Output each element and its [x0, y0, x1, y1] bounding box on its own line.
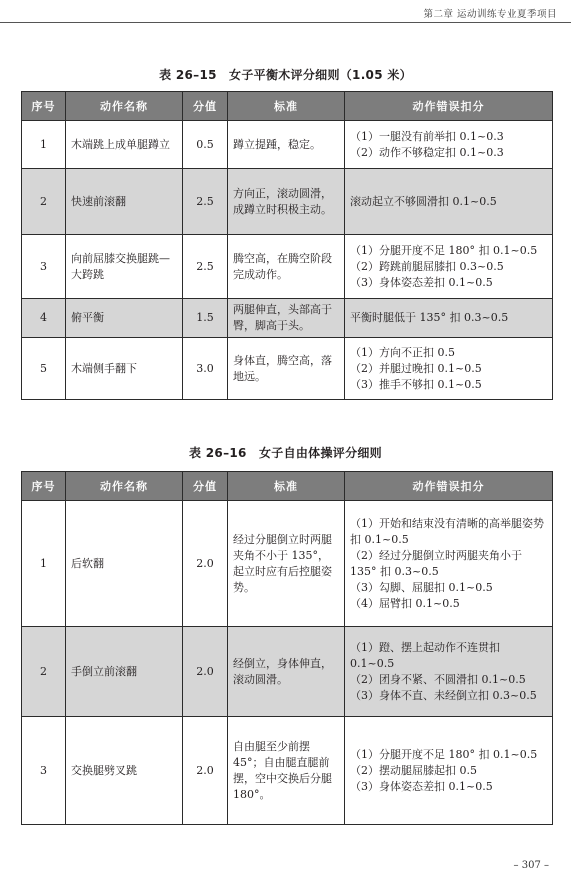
error-deductions: [345, 235, 553, 299]
table-row: [22, 121, 553, 169]
deduction-item: （2）跨跳前腿屈膝扣 0.3~0.5: [350, 259, 504, 273]
action-name: 后软翻: [66, 501, 183, 627]
error-deductions: [345, 338, 553, 400]
table-row: [22, 235, 553, 299]
deduction-item: （3）推手不够扣 0.1~0.5: [350, 377, 482, 391]
row-number: 3: [22, 235, 66, 299]
error-deductions: [345, 299, 553, 338]
deduction-item: （3）勾脚、屈腿扣 0.1~0.5: [350, 580, 493, 594]
deduction-item: 平衡时腿低于 135° 扣 0.3~0.5: [350, 311, 509, 324]
action-name: 向前屈膝交换腿跳—大跨跳: [66, 235, 183, 299]
table-row: [22, 169, 553, 235]
standard-text: 自由腿至少前摆 45°；自由腿直腿前摆，空中交换后分腿 180°。: [228, 717, 345, 825]
col-header-no: 序号: [22, 472, 66, 501]
floor-exercise-table: [21, 471, 553, 825]
row-number: 3: [22, 717, 66, 825]
error-deductions: [345, 501, 553, 627]
deduction-item: （3）身体姿态差扣 0.1~0.5: [350, 779, 493, 793]
row-number: 1: [22, 121, 66, 169]
page-number: – 307 –: [513, 860, 549, 871]
table-row: [22, 338, 553, 400]
table-row: [22, 717, 553, 825]
running-header: 第二章 运动训练专业夏季项目: [423, 9, 557, 20]
deduction-item: （2）经过分腿倒立时两腿夹角小于 135° 扣 0.3~0.5: [350, 548, 522, 578]
col-header-name: 动作名称: [66, 92, 183, 121]
balance-beam-table: [21, 91, 553, 400]
standard-text: 经倒立，身体伸直，滚动圆滑。: [228, 627, 345, 717]
action-name: 手倒立前滚翻: [66, 627, 183, 717]
standard-text: 身体直，腾空高，落地远。: [228, 338, 345, 400]
action-name: 木端跳上成单腿蹲立: [66, 121, 183, 169]
deduction-item: （3）身体姿态差扣 0.1~0.5: [350, 275, 493, 289]
table1-caption: 表 26–15 女子平衡木评分细则（1.05 米）: [159, 68, 412, 82]
score-value: 0.5: [183, 121, 228, 169]
deduction-item: 滚动起立不够圆滑扣 0.1~0.5: [350, 194, 497, 208]
deduction-item: （1）开始和结束没有清晰的高举腿姿势扣 0.1~0.5: [350, 516, 544, 546]
table-row: [22, 299, 553, 338]
table-header-row: [22, 472, 553, 501]
standard-text: 经过分腿倒立时两腿夹角不小于 135°，起立时应有后控腿姿势。: [228, 501, 345, 627]
score-value: 2.5: [183, 235, 228, 299]
standard-text: 两腿伸直，头部高于臀，脚高于头。: [228, 299, 345, 338]
action-name: 木端侧手翻下: [66, 338, 183, 400]
action-name: 交换腿劈叉跳: [66, 717, 183, 825]
standard-text: 腾空高，在腾空阶段完成动作。: [228, 235, 345, 299]
score-value: 2.0: [183, 501, 228, 627]
action-name: 俯平衡: [66, 299, 183, 338]
score-value: 2.5: [183, 169, 228, 235]
action-name: 快速前滚翻: [66, 169, 183, 235]
deduction-item: （2）团身不紧、不圆滑扣 0.1~0.5: [350, 672, 526, 686]
col-header-score: 分值: [183, 472, 228, 501]
deduction-item: （2）摆动腿屈膝起扣 0.5: [350, 763, 477, 777]
table-row: [22, 501, 553, 627]
row-number: 4: [22, 299, 66, 338]
col-header-errors: 动作错误扣分: [345, 472, 553, 501]
deduction-item: （1）方向不正扣 0.5: [350, 345, 455, 359]
col-header-standard: 标准: [228, 92, 345, 121]
error-deductions: [345, 717, 553, 825]
row-number: 1: [22, 501, 66, 627]
standard-text: 蹲立提踵，稳定。: [228, 121, 345, 169]
score-value: 2.0: [183, 627, 228, 717]
error-deductions: [345, 169, 553, 235]
col-header-name: 动作名称: [66, 472, 183, 501]
row-number: 2: [22, 627, 66, 717]
header-rule: [0, 22, 571, 23]
score-value: 2.0: [183, 717, 228, 825]
row-number: 2: [22, 169, 66, 235]
deduction-item: （1）分腿开度不足 180° 扣 0.1~0.5: [350, 747, 538, 761]
deduction-item: （1）一腿没有前举扣 0.1~0.3: [350, 129, 504, 143]
deduction-item: （4）屈臂扣 0.1~0.5: [350, 596, 460, 610]
deduction-item: （3）身体不直、未经倒立扣 0.3~0.5: [350, 688, 537, 702]
score-value: 1.5: [183, 299, 228, 338]
col-header-score: 分值: [183, 92, 228, 121]
deduction-item: （2）并腿过晚扣 0.1~0.5: [350, 361, 482, 375]
deduction-item: （1）分腿开度不足 180° 扣 0.1~0.5: [350, 243, 538, 257]
deduction-item: （2）动作不够稳定扣 0.1~0.3: [350, 145, 504, 159]
col-header-errors: 动作错误扣分: [345, 92, 553, 121]
row-number: 5: [22, 338, 66, 400]
error-deductions: [345, 627, 553, 717]
score-value: 3.0: [183, 338, 228, 400]
standard-text: 方向正，滚动圆滑，成蹲立时积极主动。: [228, 169, 345, 235]
deduction-item: （1）蹬、摆上起动作不连贯扣 0.1~0.5: [350, 640, 500, 670]
col-header-standard: 标准: [228, 472, 345, 501]
col-header-no: 序号: [22, 92, 66, 121]
table2-caption: 表 26–16 女子自由体操评分细则: [189, 446, 382, 460]
table-header-row: [22, 92, 553, 121]
error-deductions: [345, 121, 553, 169]
table-row: [22, 627, 553, 717]
